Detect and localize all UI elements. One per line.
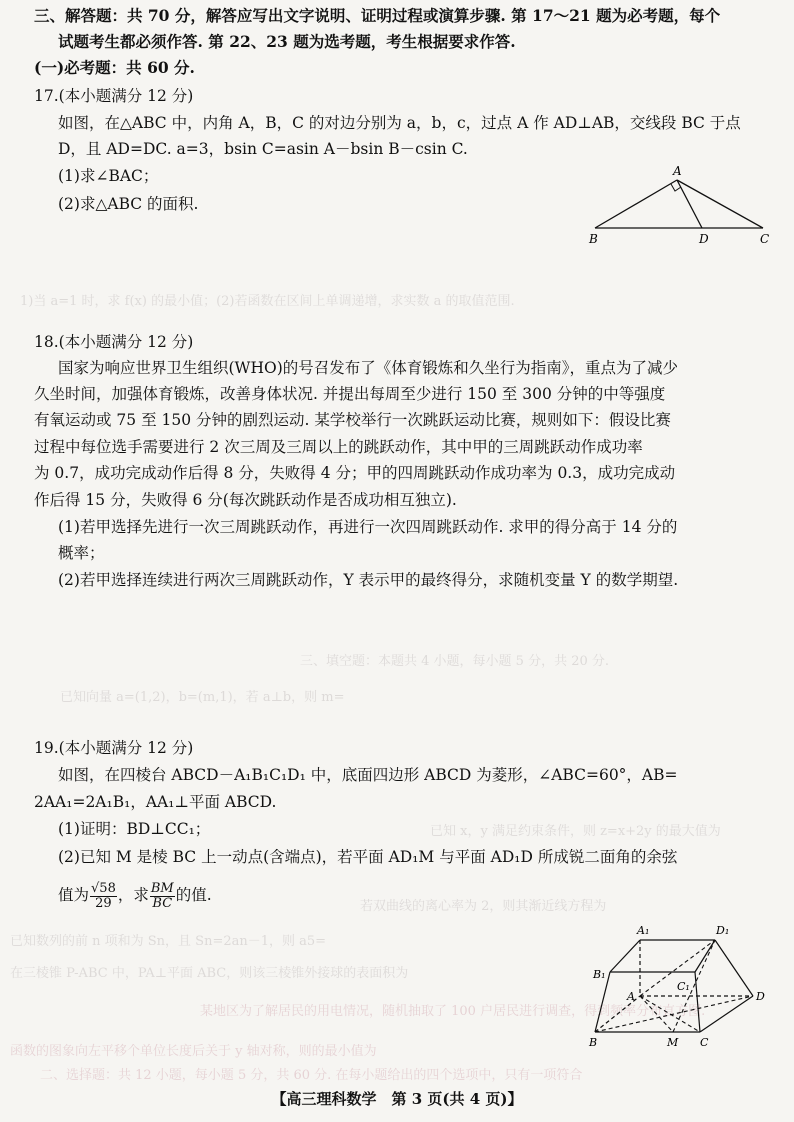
q18-line: 国家为响应世界卫生组织(WHO)的号召发布了《体育锻炼和久坐行为指南》，重点为了减少 <box>58 359 679 377</box>
fraction-bm-over-bc <box>150 882 175 911</box>
frac1-numerator: √58 <box>91 880 116 896</box>
q19-line2: 2AA₁=2A₁B₁，AA₁⊥平面 ABCD. <box>34 793 277 811</box>
ghost-text: 已知数列的前 n 项和为 Sn，且 Sn=2an－1，则 a5= <box>10 934 327 949</box>
q18-part1-line1: (1)若甲选择先进行一次三周跳跃动作，再进行一次四周跳跃动作. 求甲的得分高于 14 分的 <box>58 518 678 536</box>
q18-line: 作后得 15 分，失败得 6 分(每次跳跃动作是否成功相互独立). <box>34 491 457 509</box>
q19-line1: 如图，在四棱台 ABCD－A₁B₁C₁D₁ 中，底面四边形 ABCD 为菱形，∠ABC=60°，AB= <box>58 766 678 784</box>
label-D: D <box>699 232 709 246</box>
label-A: A <box>627 990 635 1003</box>
frustum-diagram <box>585 920 775 1055</box>
q19-part2b-prefix: 值为 <box>58 886 90 904</box>
label-D: D <box>756 990 765 1003</box>
q19-title: 19.(本小题满分 12 分) <box>34 739 194 757</box>
required-label: (一)必考题：共 60 分. <box>34 58 195 77</box>
ghost-text: 函数的图象向左平移个单位长度后关于 y 轴对称，则的最小值为 <box>10 1044 377 1059</box>
frac1-denominator: 29 <box>95 895 112 911</box>
q18-title: 18.(本小题满分 12 分) <box>34 333 194 351</box>
section-header-line1: 三、解答题：共 70 分，解答应写出文字说明、证明过程或演算步骤. 第 17～21 题为必考题，每个 <box>34 6 721 25</box>
label-A1: A₁ <box>637 924 650 937</box>
ghost-text: 已知 x，y 满足约束条件，则 z=x+2y 的最大值为 <box>430 824 721 839</box>
q17-line2: D，且 AD=DC. a=3，bsin C=asin A－bsin B－csin C. <box>58 140 468 158</box>
q17-title: 17.(本小题满分 12 分) <box>34 87 194 105</box>
q18-line: 为 0.7，成功完成动作后得 8 分，失败得 4 分；甲的四周跳跃动作成功率为 0.3，成功完成动 <box>34 464 676 482</box>
q19-part2: (2)已知 M 是棱 BC 上一动点(含端点)，若平面 AD₁M 与平面 AD₁D 所成锐二面角的余弦 <box>58 848 678 866</box>
ghost-text: 二、选择题：共 12 小题，每小题 5 分，共 60 分. 在每小题给出的四个选项中，只有一项符合 <box>40 1068 583 1083</box>
q18-part2: (2)若甲选择连续进行两次三周跳跃动作，Y 表示甲的最终得分，求随机变量 Y 的数学期望. <box>58 571 679 589</box>
triangle-figure <box>585 165 775 254</box>
q19-part2b <box>58 876 212 914</box>
ghost-text: 某地区为了解居民的用电情况，随机抽取了 100 户居民进行调查，得到频率分布直方图. <box>200 1004 706 1019</box>
ghost-text: 已知向量 a=(1,2)，b=(m,1)，若 a⊥b，则 m= <box>60 690 345 705</box>
ghost-text: 三、填空题：本题共 4 小题，每小题 5 分，共 20 分. <box>300 654 610 669</box>
fraction-sqrt58-over-29 <box>90 882 117 911</box>
frustum-figure <box>585 920 775 1059</box>
label-A: A <box>673 164 682 178</box>
label-C1: C₁ <box>677 980 690 993</box>
q18-part1-line2: 概率； <box>58 544 105 562</box>
q19-part2b-mid: ，求 <box>117 886 149 904</box>
triangle-diagram <box>585 165 775 250</box>
label-B1: B₁ <box>593 968 606 981</box>
label-D1: D₁ <box>716 924 730 937</box>
q17-line1: 如图，在△ABC 中，内角 A，B，C 的对边分别为 a，b，c，过点 A 作 AD⊥AB，交线段 BC 于点 <box>58 114 741 132</box>
q18-line: 久坐时间，加强体育锻炼，改善身体状况. 并提出每周至少进行 150 至 300 分钟的中等强度 <box>34 385 666 403</box>
q17-part1: (1)求∠BAC； <box>58 167 159 185</box>
frac2-denominator: BC <box>152 895 173 911</box>
q19-part1: (1)证明：BD⊥CC₁； <box>58 820 211 838</box>
label-B: B <box>589 232 598 246</box>
label-M: M <box>667 1036 679 1049</box>
page-footer: 【高三理科数学 第 3 页(共 4 页)】 <box>271 1090 523 1108</box>
ghost-text: 若双曲线的离心率为 2，则其渐近线方程为 <box>360 899 607 914</box>
label-C: C <box>700 1036 709 1049</box>
q19-part2b-suffix: 的值. <box>175 886 212 904</box>
section-header-line2: 试题考生都必须作答. 第 22、23 题为选考题，考生根据要求作答. <box>58 32 516 51</box>
q18-line: 有氧运动或 75 至 150 分钟的剧烈运动. 某学校举行一次跳跃运动比赛，规则如下：假设比赛 <box>34 411 671 429</box>
q17-part2: (2)求△ABC 的面积. <box>58 195 199 213</box>
ghost-text: 在三棱锥 P-ABC 中，PA⊥平面 ABC，则该三棱锥外接球的表面积为 <box>10 966 409 981</box>
q18-line: 过程中每位选手需要进行 2 次三周及三周以上的跳跃动作，其中甲的三周跳跃动作成功率 <box>34 438 643 456</box>
label-B: B <box>589 1036 598 1049</box>
frac2-numerator: BM <box>150 880 174 896</box>
label-C: C <box>760 232 770 246</box>
ghost-text: 1)当 a=1 时，求 f(x) 的最小值；(2)若函数在区间上单调递增，求实数 a 的取值范围. <box>20 294 515 309</box>
